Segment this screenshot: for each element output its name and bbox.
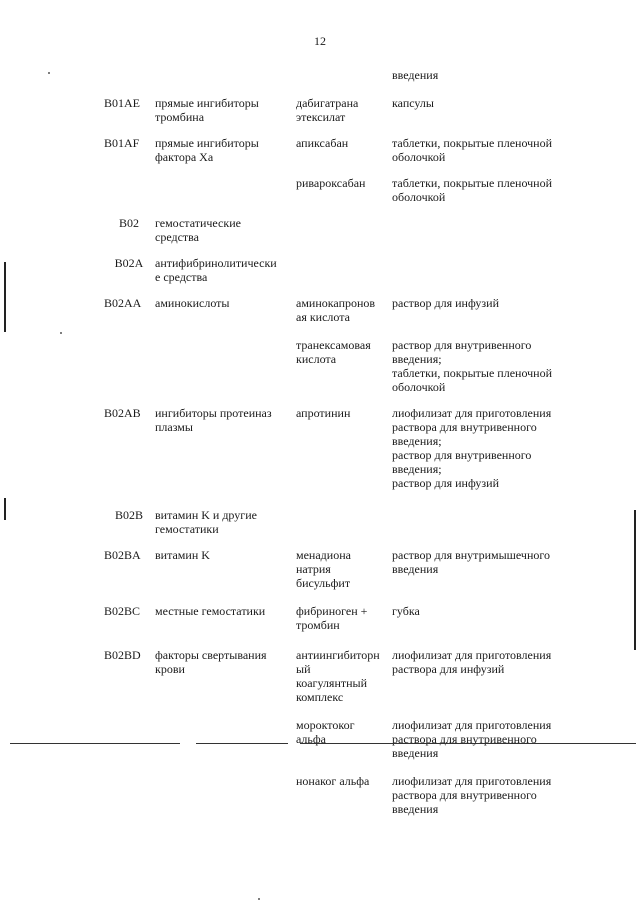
dosage-form-line: лиофилизат для приготовления: [392, 774, 552, 788]
dosage-form-line: таблетки, покрытые пленочной: [392, 176, 553, 190]
dosage-form-line: раствора для инфузий: [392, 662, 505, 676]
atc-code: B02AA: [104, 296, 142, 310]
group-name: [155, 648, 291, 676]
inn-name: [296, 96, 388, 124]
group-name-line: средства: [155, 230, 200, 244]
inn-name-line: аминокапронов: [296, 296, 376, 310]
group-name: [155, 604, 291, 618]
inn-name-line: тромбин: [296, 618, 340, 632]
dosage-form: [392, 774, 572, 816]
inn-name: [296, 604, 388, 632]
dosage-form-line: таблетки, покрытые пленочной: [392, 136, 553, 150]
atc-code: B02: [118, 216, 139, 230]
inn-name-line: этексилат: [296, 110, 346, 124]
inn-name-line: ый: [296, 662, 311, 676]
scan-edge-mark: [4, 498, 6, 520]
group-name: [155, 406, 291, 434]
dosage-form: [392, 96, 572, 110]
atc-code: B02B: [114, 508, 143, 522]
dosage-form-line: оболочкой: [392, 150, 446, 164]
inn-name: [296, 774, 388, 788]
inn-name-line: менадиона: [296, 548, 351, 562]
group-name-line: витамин K и другие: [155, 508, 257, 522]
group-name: [155, 96, 291, 124]
inn-name: [296, 718, 388, 746]
inn-name-line: альфа: [296, 732, 326, 746]
group-name-line: тромбина: [155, 110, 205, 124]
inn-name-line: антиингибиторн: [296, 648, 380, 662]
inn-name-line: бисульфит: [296, 576, 351, 590]
scan-line: [196, 743, 288, 744]
scan-line: [300, 743, 636, 744]
dosage-form-line: введения;: [392, 352, 442, 366]
group-name: [155, 296, 291, 310]
group-name-line: витамин K: [155, 548, 210, 562]
inn-name-line: кислота: [296, 352, 337, 366]
dosage-form-line: введения: [392, 802, 439, 816]
dosage-form-line: раствор для внутримышечного: [392, 548, 550, 562]
continuation-text: введения: [392, 68, 439, 82]
dosage-form-line: раствора для внутривенного: [392, 788, 537, 802]
group-name: [155, 256, 291, 284]
group-name-line: местные гемостатики: [155, 604, 266, 618]
group-name-line: ингибиторы протеиназ: [155, 406, 272, 420]
inn-name: [296, 548, 388, 590]
scan-dot: [60, 332, 62, 334]
scan-line: [10, 743, 180, 744]
group-name: [155, 216, 291, 244]
group-name: [155, 548, 291, 562]
scan-dot: [258, 898, 260, 900]
dosage-form-line: лиофилизат для приготовления: [392, 648, 552, 662]
atc-code: B02BD: [104, 648, 141, 662]
dosage-form-line: таблетки, покрытые пленочной: [392, 366, 553, 380]
group-name: [155, 136, 291, 164]
atc-code: B02BA: [104, 548, 141, 562]
dosage-form-line: введения;: [392, 434, 442, 448]
dosage-form-line: оболочкой: [392, 380, 446, 394]
dosage-form: [392, 406, 572, 490]
group-name-line: прямые ингибиторы: [155, 96, 259, 110]
inn-name-line: апиксабан: [296, 136, 349, 150]
dosage-form-line: губка: [392, 604, 420, 618]
inn-name-line: ая кислота: [296, 310, 350, 324]
inn-name-line: мороктоког: [296, 718, 355, 732]
inn-name: [296, 338, 388, 366]
inn-name: [296, 176, 388, 190]
scan-dot: [48, 72, 50, 74]
group-name-line: крови: [155, 662, 185, 676]
atc-code: B02A: [114, 256, 144, 270]
dosage-form-line: введения: [392, 562, 439, 576]
scan-edge-mark: [634, 510, 636, 650]
dosage-form: [392, 136, 572, 164]
dosage-form: [392, 296, 572, 310]
group-name-line: гемостатические: [155, 216, 241, 230]
dosage-form-line: раствор для внутривенного: [392, 338, 532, 352]
inn-name-line: натрия: [296, 562, 331, 576]
scan-edge-mark: [4, 262, 6, 332]
dosage-form-line: раствор для внутривенного: [392, 448, 532, 462]
dosage-form-line: раствор для инфузий: [392, 296, 499, 310]
group-name: [155, 508, 291, 536]
atc-code: B02BC: [104, 604, 141, 618]
dosage-form: [392, 604, 572, 618]
inn-name-line: дабигатрана: [296, 96, 359, 110]
dosage-form-line: раствора для внутривенного: [392, 732, 537, 746]
inn-name-line: апротинин: [296, 406, 351, 420]
inn-name-line: комплекс: [296, 690, 344, 704]
dosage-form: [392, 176, 572, 204]
group-name-line: плазмы: [155, 420, 193, 434]
dosage-form-line: лиофилизат для приготовления: [392, 406, 552, 420]
dosage-form-line: введения: [392, 746, 439, 760]
group-name-line: антифибринолитически: [155, 256, 277, 270]
dosage-form-line: лиофилизат для приготовления: [392, 718, 552, 732]
dosage-form-line: введения;: [392, 462, 442, 476]
dosage-form-line: раствора для внутривенного: [392, 420, 537, 434]
inn-name-line: ривароксабан: [296, 176, 366, 190]
group-name-line: фактора Xa: [155, 150, 214, 164]
dosage-form-line: оболочкой: [392, 190, 446, 204]
dosage-form: [392, 718, 572, 760]
dosage-form-line: капсулы: [392, 96, 434, 110]
group-name-line: факторы свертывания: [155, 648, 267, 662]
atc-code: B01AF: [104, 136, 140, 150]
page-number: 12: [314, 34, 326, 48]
dosage-form: [392, 648, 572, 676]
inn-name: [296, 406, 388, 420]
inn-name: [296, 136, 388, 150]
group-name-line: е средства: [155, 270, 208, 284]
dosage-form: [392, 338, 572, 394]
inn-name-line: нонаког альфа: [296, 774, 370, 788]
dosage-form: [392, 548, 572, 576]
inn-name-line: транексамовая: [296, 338, 371, 352]
group-name-line: гемостатики: [155, 522, 219, 536]
dosage-form-line: раствор для инфузий: [392, 476, 499, 490]
atc-code: B01AE: [104, 96, 140, 110]
inn-name-line: фибриноген +: [296, 604, 368, 618]
atc-code: B02AB: [104, 406, 141, 420]
inn-name-line: коагулянтный: [296, 676, 368, 690]
group-name-line: прямые ингибиторы: [155, 136, 259, 150]
group-name-line: аминокислоты: [155, 296, 230, 310]
inn-name: [296, 296, 388, 324]
inn-name: [296, 648, 388, 704]
